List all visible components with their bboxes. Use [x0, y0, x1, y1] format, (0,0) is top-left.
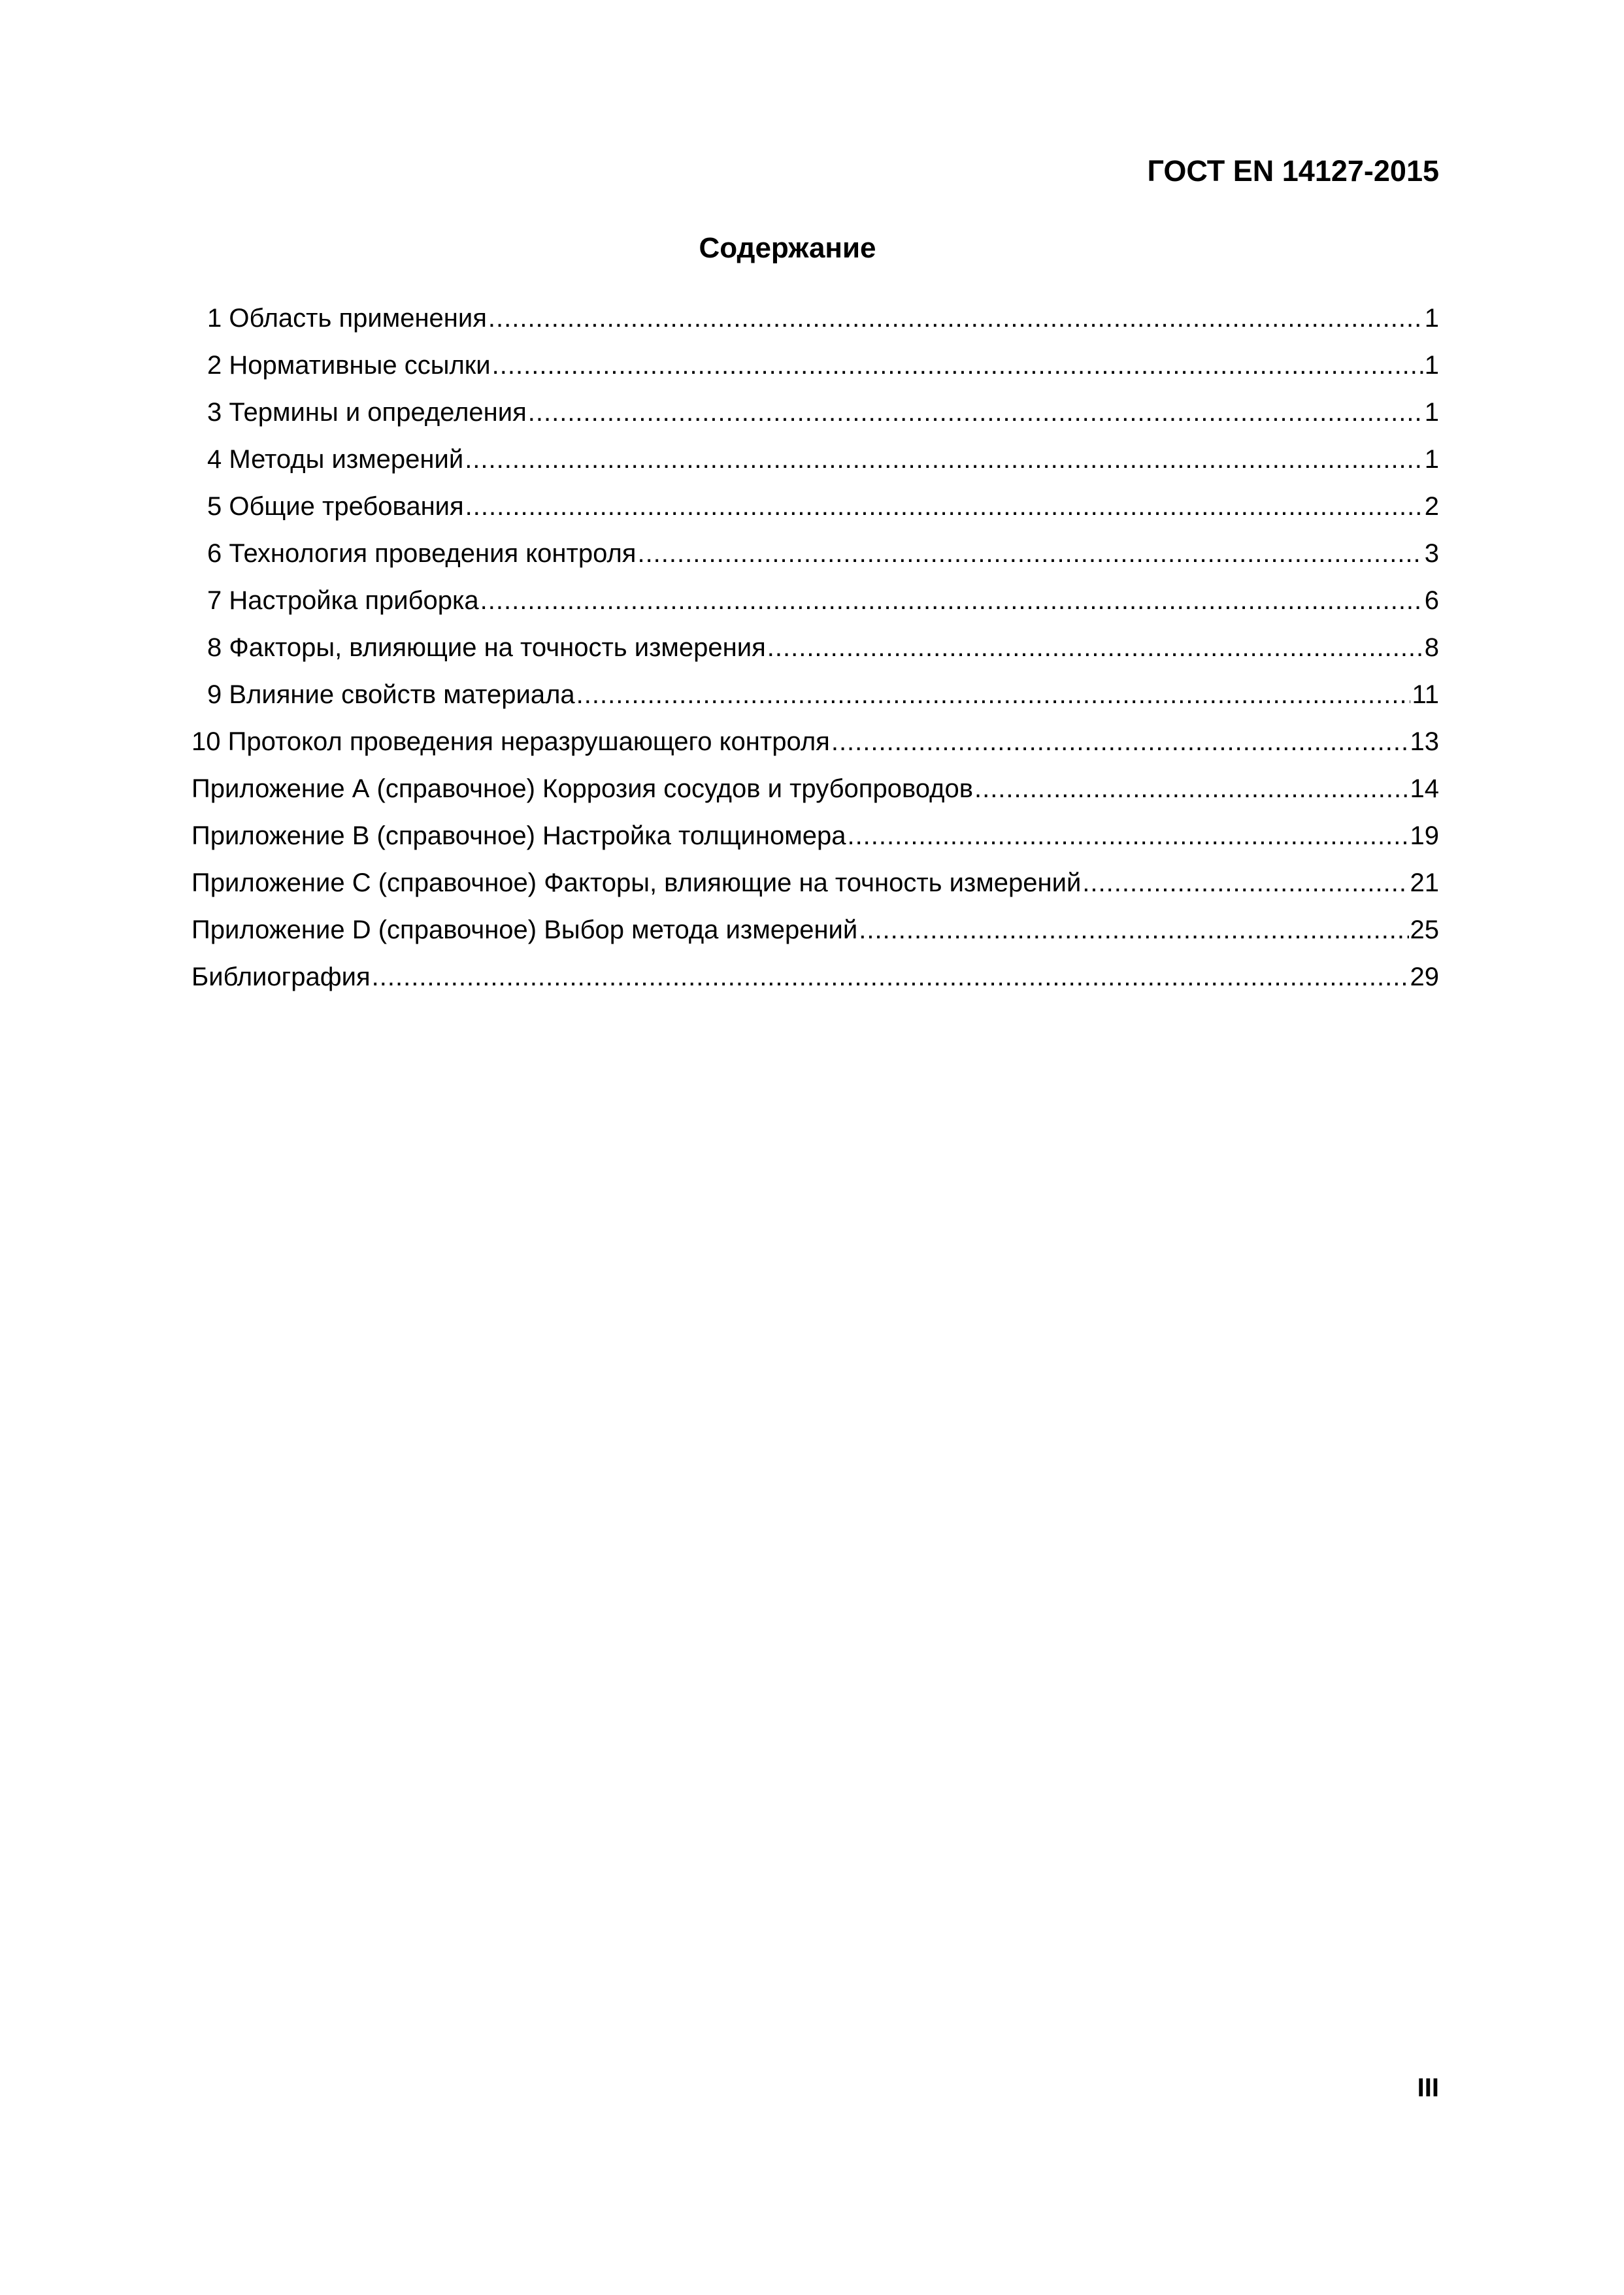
- toc-heading: Содержание: [699, 232, 876, 264]
- toc-entry-page: 13: [1410, 727, 1439, 756]
- toc-entry-page: 6: [1424, 586, 1439, 615]
- toc-entry-page: 1: [1424, 398, 1439, 427]
- toc-entry-page: 29: [1410, 963, 1439, 991]
- toc-dot-leader: [831, 725, 1409, 758]
- toc-dot-leader: [465, 443, 1423, 476]
- toc-dot-leader: [372, 961, 1409, 993]
- toc-entry-page: 1: [1424, 304, 1439, 333]
- toc-entry-page: 11: [1412, 680, 1439, 709]
- page-number: III: [1417, 2073, 1439, 2102]
- toc-entry[interactable]: [191, 288, 1439, 335]
- toc-entry-page: 14: [1410, 774, 1439, 803]
- toc-entry-title: 10 Протокол проведения неразрушающего контроля: [191, 727, 830, 756]
- toc-entry-page: 25: [1410, 916, 1439, 944]
- toc-entry-title: Приложение В (справочное) Настройка толщиномера: [191, 821, 846, 850]
- toc-entry-page: 1: [1424, 445, 1439, 474]
- toc-entry[interactable]: [191, 617, 1439, 664]
- toc-entry[interactable]: [191, 476, 1439, 523]
- toc-entry[interactable]: [191, 899, 1439, 946]
- toc-entry[interactable]: [191, 429, 1439, 476]
- toc-entry[interactable]: [191, 382, 1439, 429]
- toc-entry-page: 21: [1410, 868, 1439, 897]
- toc-dot-leader: [480, 584, 1423, 617]
- toc-dot-leader: [488, 302, 1423, 335]
- toc-entry-title: 3 Термины и определения: [207, 398, 527, 427]
- toc-entry-title: 7 Настройка приборка: [207, 586, 479, 615]
- table-of-contents: [191, 288, 1439, 993]
- toc-entry-title: 1 Область применения: [207, 304, 487, 333]
- toc-entry[interactable]: [191, 570, 1439, 617]
- toc-entry[interactable]: [191, 523, 1439, 570]
- toc-entry-title: 9 Влияние свойств материала: [207, 680, 575, 709]
- toc-entry[interactable]: [191, 758, 1439, 805]
- toc-dot-leader: [576, 678, 1411, 711]
- toc-entry[interactable]: [191, 946, 1439, 993]
- toc-dot-leader: [465, 490, 1423, 523]
- toc-entry-page: 3: [1424, 539, 1439, 568]
- toc-dot-leader: [859, 914, 1408, 946]
- toc-entry-page: 2: [1424, 492, 1439, 521]
- toc-entry-title: Приложение С (справочное) Факторы, влияющие на точность измерений: [191, 868, 1082, 897]
- toc-entry-title: 4 Методы измерений: [207, 445, 464, 474]
- toc-dot-leader: [974, 772, 1409, 805]
- toc-entry-page: 1: [1424, 351, 1439, 380]
- toc-entry-title: 6 Технология проведения контроля: [207, 539, 637, 568]
- toc-entry-title: Приложение А (справочное) Коррозия сосудов и трубопроводов: [191, 774, 973, 803]
- toc-dot-leader: [528, 396, 1423, 429]
- toc-dot-leader: [767, 631, 1423, 664]
- toc-entry[interactable]: [191, 335, 1439, 382]
- toc-entry[interactable]: [191, 805, 1439, 852]
- toc-dot-leader: [637, 537, 1423, 570]
- toc-entry-page: 19: [1410, 821, 1439, 850]
- toc-entry[interactable]: [191, 711, 1439, 758]
- toc-entry-page: 8: [1424, 633, 1439, 662]
- toc-entry[interactable]: [191, 664, 1439, 711]
- document-code: ГОСТ EN 14127-2015: [1147, 154, 1439, 188]
- toc-entry[interactable]: [191, 852, 1439, 899]
- toc-dot-leader: [847, 819, 1408, 852]
- toc-entry-title: 8 Факторы, влияющие на точность измерения: [207, 633, 766, 662]
- toc-entry-title: 5 Общие требования: [207, 492, 464, 521]
- toc-dot-leader: [1082, 867, 1408, 899]
- toc-entry-title: Приложение D (справочное) Выбор метода измерений: [191, 916, 858, 944]
- toc-dot-leader: [492, 349, 1423, 382]
- toc-entry-title: Библиография: [191, 963, 371, 991]
- toc-entry-title: 2 Нормативные ссылки: [207, 351, 491, 380]
